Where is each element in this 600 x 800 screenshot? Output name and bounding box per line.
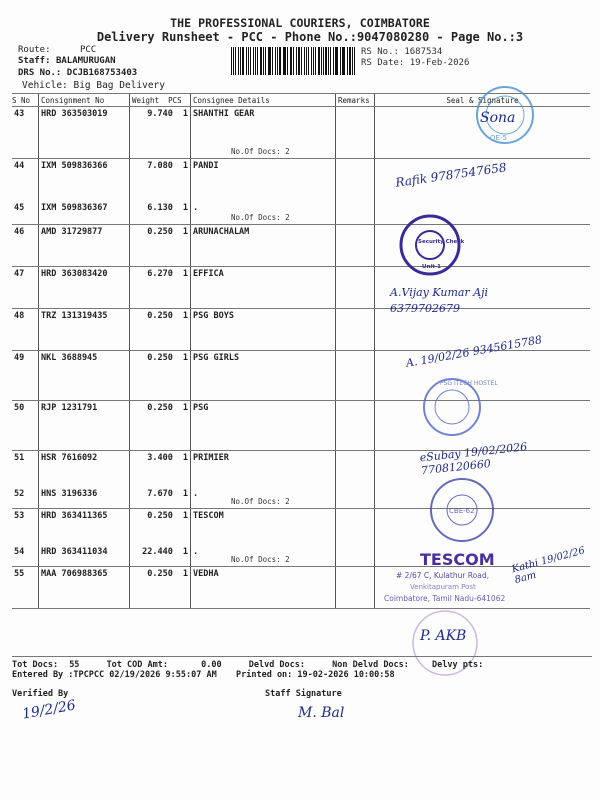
col-consignee: Consignee Details <box>191 94 336 107</box>
row-consignment-text: HRD 363411034 <box>41 546 108 557</box>
barcode-bar <box>263 47 264 75</box>
row-sno <box>12 451 39 487</box>
barcode-bar <box>328 47 329 75</box>
row-consignment-text: HSR 7616092 <box>41 453 98 463</box>
row-sno <box>12 351 39 401</box>
row-consignee-text: PANDI <box>193 161 219 171</box>
row-seal <box>375 487 591 509</box>
barcode-bar <box>311 47 312 75</box>
row-consignment-text: HNS 3196336 <box>41 488 98 499</box>
barcode-bar <box>283 47 284 75</box>
barcode-bar <box>325 47 326 75</box>
row-weight-pcs <box>130 487 191 509</box>
row-pcs: 1 <box>182 403 188 413</box>
stamp-row53-title: TESCOM <box>420 550 495 569</box>
barcode-bar <box>238 47 239 75</box>
drs-value: DCJB168753403 <box>66 68 138 78</box>
table-row <box>12 567 590 609</box>
barcode-bar <box>287 47 288 75</box>
row-weight: 0.250 <box>147 353 173 363</box>
table-header <box>12 94 590 107</box>
barcode-bar <box>318 47 320 75</box>
row-sno <box>12 487 39 509</box>
staff-signature-label: Staff Signature <box>265 689 342 699</box>
stamp-row46-inner: Security Check <box>418 239 465 245</box>
barcode-bar <box>308 47 309 75</box>
stamp-row53-line1: # 2/67 C, Kulathur Road, <box>396 571 489 580</box>
barcode <box>231 47 356 75</box>
row-consignment-text: NKL 3688945 <box>41 353 98 363</box>
table-row <box>12 267 590 309</box>
row-seal <box>375 107 591 159</box>
row-weight-pcs <box>130 159 191 201</box>
row-weight: 0.250 <box>147 511 173 521</box>
row-consignee-text: EFFICA <box>193 269 224 279</box>
row-consignee <box>191 487 336 509</box>
row-consignment-text: RJP 1231791 <box>41 403 98 413</box>
row-sno-text: 54 <box>14 546 25 557</box>
signature-row44: Rafik 9787547658 <box>394 160 508 190</box>
row-consignment <box>39 201 130 225</box>
row-sno <box>12 159 39 201</box>
row-weight-pcs <box>130 401 191 451</box>
col-remarks: Remarks <box>336 94 375 107</box>
row-pcs: 1 <box>182 109 188 119</box>
row-consignee-text: . <box>193 488 199 499</box>
row-consignee <box>191 107 336 159</box>
row-consignee <box>191 451 336 487</box>
staff-value: BALAMURUGAN <box>55 56 116 66</box>
row-sno <box>12 545 39 567</box>
row-consignment <box>39 545 130 567</box>
barcode-bar <box>260 47 262 75</box>
row-consignee <box>191 267 336 309</box>
row-weight: 7.080 <box>147 161 173 171</box>
table-row <box>12 545 590 567</box>
row-seal <box>375 225 591 267</box>
row-weight-pcs <box>130 509 191 545</box>
row-sno-text: 53 <box>14 511 25 521</box>
stamp-row49-text: PSG ITECH HOSTEL <box>440 380 498 387</box>
barcode-bar <box>231 47 232 75</box>
row-consignment <box>39 225 130 267</box>
row-weight: 0.250 <box>147 227 173 237</box>
row-seal <box>375 451 591 487</box>
signature-row43: Sona <box>480 110 516 126</box>
row-consignee-text: PSG BOYS <box>193 311 234 321</box>
barcode-bar <box>290 47 291 75</box>
totals-line <box>12 656 592 670</box>
barcode-bar <box>323 47 324 75</box>
row-consignment-text: AMD 31729877 <box>41 227 103 237</box>
row-pcs: 1 <box>182 227 188 237</box>
row-consignment <box>39 351 130 401</box>
barcode-bar <box>240 47 241 75</box>
barcode-bar <box>340 47 341 75</box>
row-pcs: 1 <box>182 311 188 321</box>
row-consignment <box>39 107 130 159</box>
verified-signature: 19/2/26 <box>21 697 77 723</box>
barcode-bar <box>268 47 269 75</box>
row-sno-text: 55 <box>14 569 25 579</box>
row-weight-pcs <box>130 107 191 159</box>
row-sno-text: 47 <box>14 269 25 279</box>
table-row <box>12 225 590 267</box>
row-docs-count: No.Of Docs: 2 <box>231 147 290 156</box>
stamp-row53-line3: Coimbatore, Tamil Nadu-641062 <box>384 594 506 603</box>
row-weight-pcs <box>130 451 191 487</box>
barcode-bar <box>315 47 316 75</box>
row-consignment <box>39 509 130 545</box>
row-sno-text: 44 <box>14 161 25 171</box>
route-label: Route: <box>18 45 51 55</box>
row-consignee-text: PRIMIER <box>193 453 229 463</box>
row-weight: 6.130 <box>147 202 173 213</box>
col-consignment: Consignment No <box>39 94 130 107</box>
row-remarks <box>336 567 375 609</box>
route-field <box>18 45 96 55</box>
barcode-bar <box>296 47 297 75</box>
row-remarks <box>336 487 375 509</box>
barcode-bar <box>336 47 337 75</box>
row-docs-count: No.Of Docs: 2 <box>231 213 290 222</box>
row-sno-text: 43 <box>14 109 25 119</box>
stamp-row43-text: OE-5 <box>490 134 507 142</box>
signature-row50: eSubay 19/02/2026 7708120660 <box>419 440 528 478</box>
barcode-bar <box>343 47 345 75</box>
barcode-bar <box>313 47 314 75</box>
non-delvd-docs-label: Non Delvd Docs: <box>332 660 409 670</box>
stamp-row46-bottom: Unit-1 <box>422 264 442 270</box>
row-consignment <box>39 451 130 487</box>
row-consignment <box>39 401 130 451</box>
row-remarks <box>336 451 375 487</box>
row-seal <box>375 309 591 351</box>
signature-row55: P. AKB <box>420 628 467 644</box>
row-consignee <box>191 401 336 451</box>
rs-number: RS No.: 1687534 <box>361 47 443 57</box>
barcode-bar <box>272 47 273 75</box>
barcode-bar <box>354 47 355 75</box>
row-remarks <box>336 159 375 201</box>
row-remarks <box>336 201 375 225</box>
stamp-row53-line2: Venkitapuram Post <box>410 583 476 591</box>
row-consignee <box>191 225 336 267</box>
barcode-bar <box>253 47 254 75</box>
row-pcs: 1 <box>182 569 188 579</box>
row-sno <box>12 567 39 609</box>
row-sno <box>12 401 39 451</box>
barcode-bar <box>352 47 353 75</box>
row-remarks <box>336 351 375 401</box>
barcode-bar <box>304 47 305 75</box>
row-pcs: 1 <box>182 353 188 363</box>
row-sno <box>12 509 39 545</box>
row-pcs: 1 <box>182 269 188 279</box>
row-remarks <box>336 267 375 309</box>
row-sno <box>12 267 39 309</box>
staff-field <box>18 56 116 66</box>
row-consignee-text: PSG <box>193 403 209 413</box>
row-consignment-text: HRD 363083420 <box>41 269 108 279</box>
barcode-bar <box>269 47 270 75</box>
row-weight: 7.670 <box>147 488 173 499</box>
row-pcs: 1 <box>182 161 188 171</box>
row-consignee <box>191 201 336 225</box>
barcode-bar <box>335 47 336 75</box>
barcode-bar <box>275 47 276 75</box>
delvd-docs-label: Delvd Docs: <box>248 660 306 670</box>
row-sno-text: 50 <box>14 403 25 413</box>
row-sno-text: 52 <box>14 488 25 499</box>
tot-docs-label: Tot Docs: <box>12 660 59 670</box>
row-remarks <box>336 509 375 545</box>
barcode-bar <box>257 47 258 75</box>
row-consignment <box>39 309 130 351</box>
col-pcs: PCS <box>168 95 182 105</box>
col-weight: Weight <box>132 95 160 105</box>
barcode-bar <box>349 47 350 75</box>
barcode-bar <box>235 47 236 75</box>
row-weight: 6.270 <box>147 269 173 279</box>
row-seal <box>375 267 591 309</box>
barcode-bar <box>279 47 281 75</box>
row-weight: 0.250 <box>147 311 173 321</box>
signature-row48: A. 19/02/26 9345615788 <box>404 333 543 370</box>
cod-value: 0.00 <box>201 660 222 670</box>
row-weight-pcs <box>130 545 191 567</box>
rs-date: RS Date: 19-Feb-2026 <box>361 58 470 68</box>
row-pcs: 1 <box>182 546 188 557</box>
row-consignee <box>191 567 336 609</box>
row-pcs: 1 <box>182 202 188 213</box>
row-consignment-text: MAA 706988365 <box>41 569 108 579</box>
col-weight-pcs <box>130 94 191 107</box>
table-row <box>12 351 590 401</box>
row-weight-pcs <box>130 309 191 351</box>
row-consignee-text: VEDHA <box>193 569 219 579</box>
row-sno-text: 51 <box>14 453 25 463</box>
row-remarks <box>336 225 375 267</box>
row-consignment-text: HRD 363503019 <box>41 109 108 119</box>
row-consignee <box>191 351 336 401</box>
table-row <box>12 509 590 545</box>
barcode-bar <box>293 47 294 75</box>
row-weight-pcs <box>130 201 191 225</box>
row-consignment-text: HRD 363411365 <box>41 511 108 521</box>
row-weight: 3.400 <box>147 453 173 463</box>
row-seal <box>375 545 591 567</box>
drs-field <box>18 68 137 78</box>
row-consignee-text: . <box>193 202 199 213</box>
row-consignment-text: IXM 509836366 <box>41 161 108 171</box>
row-sno-text: 48 <box>14 311 25 321</box>
row-weight-pcs <box>130 267 191 309</box>
row-consignment-text: TRZ 131319435 <box>41 311 108 321</box>
row-consignee <box>191 545 336 567</box>
row-seal <box>375 351 591 401</box>
row-sno <box>12 201 39 225</box>
row-consignee-text: TESCOM <box>193 511 224 521</box>
drs-label: DRS No.: <box>18 68 62 78</box>
row-remarks <box>336 107 375 159</box>
row-weight-pcs <box>130 225 191 267</box>
runsheet-table <box>12 93 590 609</box>
barcode-bar <box>321 47 322 75</box>
barcode-bar <box>242 47 244 75</box>
row-weight-pcs <box>130 351 191 401</box>
row-sno <box>12 107 39 159</box>
barcode-bar <box>342 47 343 75</box>
row-consignee-text: SHANTHI GEAR <box>193 109 255 119</box>
barcode-bar <box>333 47 334 75</box>
row-sno <box>12 225 39 267</box>
row-remarks <box>336 545 375 567</box>
row-consignment <box>39 267 130 309</box>
row-weight-pcs <box>130 567 191 609</box>
runsheet-subtitle: Delivery Runsheet - PCC - Phone No.:9047080280 - Page No.:3 <box>96 30 524 44</box>
barcode-bar <box>291 47 292 75</box>
row-remarks <box>336 401 375 451</box>
row-docs-count: No.Of Docs: 2 <box>231 555 290 564</box>
row-seal <box>375 567 591 609</box>
vehicle-field: Vehicle: Big Bag Delivery <box>22 80 165 91</box>
tot-docs-value: 55 <box>69 660 80 670</box>
col-sno: S No <box>12 94 39 107</box>
table-row <box>12 309 590 351</box>
barcode-bar <box>233 47 234 75</box>
row-weight: 22.440 <box>142 546 173 557</box>
barcode-bar <box>301 47 302 75</box>
barcode-bar <box>255 47 256 75</box>
barcode-bar <box>250 47 251 75</box>
cod-label: Tot COD Amt: <box>106 660 168 670</box>
row-consignment-text: IXM 509836367 <box>41 202 108 213</box>
row-weight: 0.250 <box>147 569 173 579</box>
printed-on: Printed on: 19-02-2026 10:00:58 <box>236 670 395 680</box>
row-consignee <box>191 309 336 351</box>
barcode-bar <box>265 47 266 75</box>
entered-by: Entered By :TPCPCC 02/19/2026 9:55:07 AM <box>12 670 217 680</box>
row-remarks <box>336 309 375 351</box>
row-consignee-text: PSG GIRLS <box>193 353 240 363</box>
barcode-bar <box>284 47 285 75</box>
table-row <box>12 401 590 451</box>
route-value: PCC <box>79 45 97 55</box>
signature-row47: A.Vijay Kumar Aji 6379702679 <box>390 286 489 315</box>
row-seal <box>375 201 591 225</box>
table-row <box>12 451 590 487</box>
barcode-bar <box>246 47 247 75</box>
barcode-bar <box>248 47 249 75</box>
stamp-row51-text: CBE-62 <box>449 507 475 515</box>
staff-signature: M. Bal <box>298 705 345 721</box>
table-row <box>12 487 590 509</box>
row-consignment <box>39 159 130 201</box>
row-seal <box>375 401 591 451</box>
row-consignee-text: . <box>193 546 199 557</box>
row-consignee <box>191 509 336 545</box>
row-pcs: 1 <box>182 453 188 463</box>
barcode-bar <box>306 47 307 75</box>
table-row <box>12 201 590 225</box>
signature-row53: Kathi 19/02/26 8am <box>510 545 587 587</box>
row-pcs: 1 <box>182 511 188 521</box>
barcode-bar <box>277 47 278 75</box>
delvy-pts-label: Delvy pts: <box>432 660 484 670</box>
row-consignment <box>39 567 130 609</box>
row-weight: 9.740 <box>147 109 173 119</box>
barcode-bar <box>298 47 300 75</box>
barcode-bar <box>330 47 331 75</box>
staff-label: Staff: <box>18 56 51 66</box>
row-sno-text: 45 <box>14 202 25 213</box>
row-sno-text: 46 <box>14 227 25 237</box>
row-seal <box>375 159 591 201</box>
row-seal <box>375 509 591 545</box>
row-weight: 0.250 <box>147 403 173 413</box>
row-consignee-text: ARUNACHALAM <box>193 227 250 237</box>
barcode-bar <box>347 47 348 75</box>
row-docs-count: No.Of Docs: 2 <box>231 497 290 506</box>
col-seal-signature: Seal & Signature <box>375 94 591 107</box>
table-row <box>12 107 590 159</box>
row-consignee <box>191 159 336 201</box>
row-sno <box>12 309 39 351</box>
row-pcs: 1 <box>182 488 188 499</box>
table-row <box>12 159 590 201</box>
row-consignment <box>39 487 130 509</box>
verified-by-label: Verified By <box>12 689 69 699</box>
company-title: THE PROFESSIONAL COURIERS, COIMBATORE <box>170 16 430 30</box>
row-sno-text: 49 <box>14 353 25 363</box>
